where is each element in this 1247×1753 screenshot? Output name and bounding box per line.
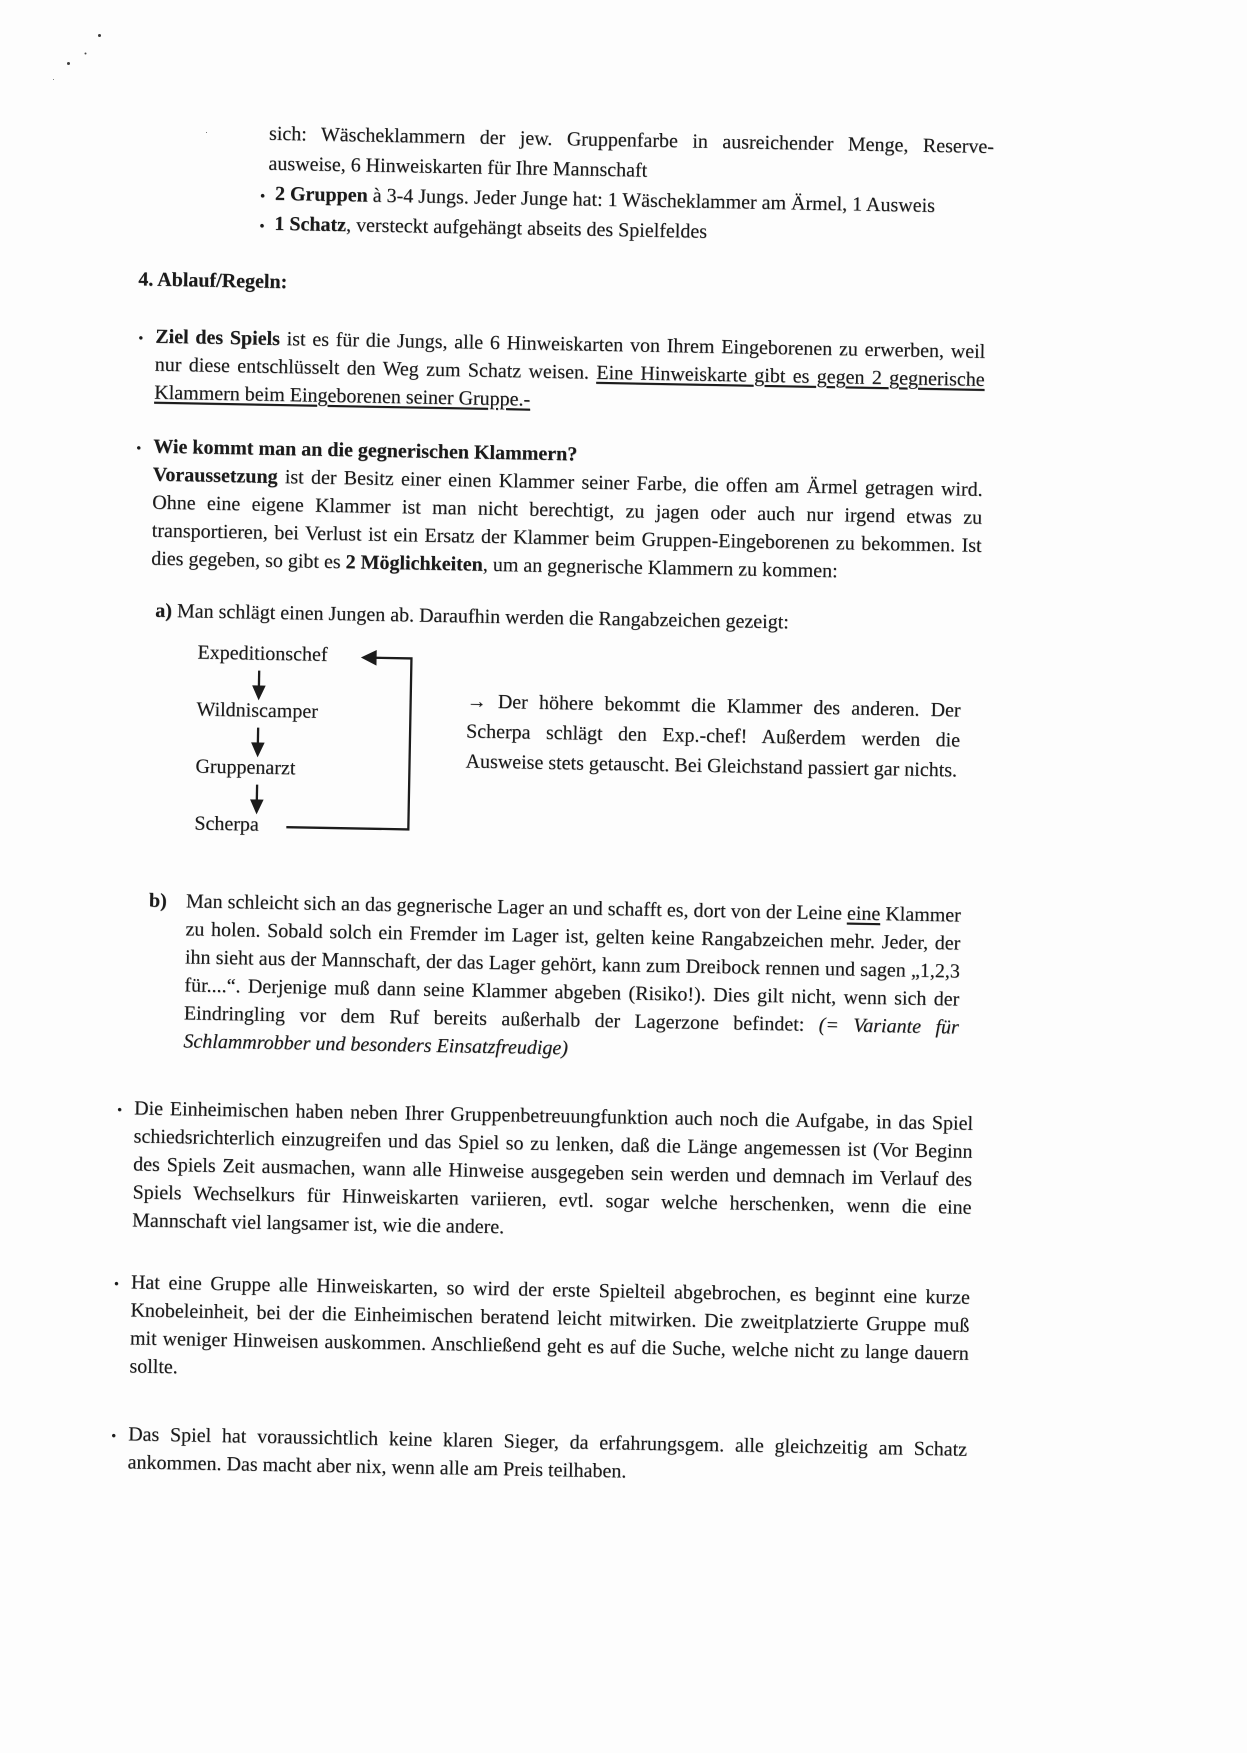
bullet-heading: Wie kommt man an die gegnerischen Klammern? [153, 435, 578, 466]
rank-flow-arrows [194, 642, 438, 862]
bullet-bold-lead: Ziel des Spiels [155, 325, 281, 350]
materials-section [257, 119, 994, 252]
list-item-bold: 2 Gruppen [274, 182, 368, 207]
left-arrowhead-icon [363, 652, 375, 664]
bullet-hat-eine-gruppe [112, 1268, 970, 1396]
bullet-body [151, 461, 983, 588]
option-b-text: Klammer zu holen. Sobald solch ein Fremder im Lager ist, gelten keine Rangabzeichen mehr. Jeder, der ihn sieht aus der Mannschaft, der das Lager gehört, kann zum Dreibock rennen und sagen „1,2,3 für....“. Derjenige muß dann seine Klammer abgeben (Risiko!). Dies gilt nicht, wenn sich der Eindringling vor dem Ruf bereits außerhalb der Lagerzone befindet: [183, 903, 962, 1036]
bullet-text: Das Spiel hat voraussichtlich keine klaren Sieger, da erfahrungsgem. alle gleichzeitig am Schatz ankommen. Das macht aber nix, wenn alle am Preis teilhaben. [127, 1423, 968, 1483]
rank-gruppenarzt: Gruppenarzt [195, 755, 296, 780]
option-a-text: Man schlägt einen Jungen ab. Daraufhin werden die Rangabzeichen gezeigt: [171, 600, 790, 634]
option-a [155, 597, 1237, 645]
list-item-text: , versteckt aufgehängt abseits des Spielfeldes [345, 214, 708, 243]
bullet-einheimische [115, 1094, 973, 1250]
bullet-underlined-text: Eine Hinweiskarte gibt es gegen 2 gegnerische Klammern beim Eingeborenen seiner Gruppe.- [154, 361, 985, 411]
bullet-icon: • [259, 218, 265, 235]
list-item-text: à 3-4 Jungs. Jeder Junge hat: 1 Wäscheklammer am Ärmel, 1 Ausweis [367, 184, 936, 217]
option-b [146, 887, 961, 1070]
option-b-text: Man schleicht sich an das gegnerische Lager an und schafft es, dort von der Leine [185, 890, 848, 925]
rank-diagram [194, 642, 998, 873]
loop-line [286, 656, 411, 829]
bullet-icon: • [111, 1429, 117, 1445]
down-arrowhead-icon [254, 687, 264, 698]
bullet-text: ist es für die Jungs, alle 6 Hinweiskarten von Ihrem Eingeborenen zu erwerben, weil nur diese entschlüsselt den Weg zum Schatz weisen. [154, 327, 986, 384]
body-text: , um an gegnerische Klammern zu kommen: [482, 553, 838, 583]
rank-expeditionschef: Expeditionschef [197, 641, 328, 666]
down-arrowhead-icon [252, 801, 262, 812]
rank-scherpa: Scherpa [194, 812, 260, 836]
option-b-italic-note: (= Variante für Schlammrobber und besonders Einsatzfreudige) [183, 1013, 959, 1060]
option-b-label: b) [148, 889, 167, 912]
bold-voraussetzung: Voraussetzung [152, 463, 278, 488]
right-arrow-icon: → [466, 690, 487, 713]
bullet-text: Die Einheimischen haben neben Ihrer Gruppenbetreuungfunktion auch noch die Aufgabe, in das Spiel schiedsrichterlich einzugreifen und das Spiel so zu lenken, daß die Länge angemessen ist (Vor Beginn des Spiels Zeit ausmachen, wann alle Hinweise ausgegeben sein werden und demnach im Verlauf des Spiels Wechselkurs für Hinweiskarten variieren, evtl. sogar welche herschenken, wenn die eine Mannschaft viel langsamer ist, wie die andere. [131, 1097, 974, 1239]
bullet-ziel-des-spiels [132, 322, 985, 422]
rank-wildniscamper: Wildniscamper [196, 698, 319, 723]
down-arrowhead-icon [253, 744, 263, 755]
section-heading: 4. Ablauf/Regeln: [138, 268, 288, 294]
bullet-icon: • [138, 331, 144, 347]
diagram-note [465, 686, 961, 785]
bullet-icon: • [259, 188, 266, 205]
body-text: ist der Besitz einer einen Klammer seiner Farbe, die offen am Ärmel getragen wird. Ohne eine eigene Klammer ist man nicht berechtigt, zu jagen oder auch nur irgend etwas zu transportieren, bei Verlust ist ein Ersatz der Klammer beim Gruppen-Eingeborenen zu bekommen. Ist dies gegeben, so gibt es [151, 465, 983, 574]
materials-continuation: sich: Wäscheklammern der jew. Gruppenfarbe in ausreichender Menge, Reserve-ausweise, 6 Hinweiskarten für Ihre Mannschaft [268, 122, 995, 182]
bullet-icon: • [136, 441, 142, 457]
list-item-bold: 1 Schatz [274, 212, 347, 237]
bullet-icon: • [113, 1277, 119, 1293]
bullet-wie-kommt-man [129, 432, 983, 588]
diagram-note-text: Der höhere bekommt die Klammer des anderen. Der Scherpa schlägt den Exp.-chef! Außerdem werden die Ausweise stets getauscht. Bei Gleichstand passiert gar nichts. [465, 690, 961, 782]
bullet-text: Hat eine Gruppe alle Hinweiskarten, so wird der erste Spielteil abgebrochen, es beginnt eine kurze Knobeleinheit, bei der die Einheimischen beratend leicht mitwirken. Die zweitplatzierte Gruppe muß mit weniger Hinweisen auskommen. Anschließend geht es auf die Suche, welche nicht zu lange dauern sollte. [129, 1271, 971, 1379]
bold-moeglichkeiten: 2 Möglichkeiten [345, 551, 484, 576]
bullet-das-spiel [110, 1420, 967, 1492]
bullet-icon: • [116, 1103, 123, 1119]
option-a-label: a) [155, 599, 173, 623]
option-b-underlined: eine [846, 902, 881, 926]
